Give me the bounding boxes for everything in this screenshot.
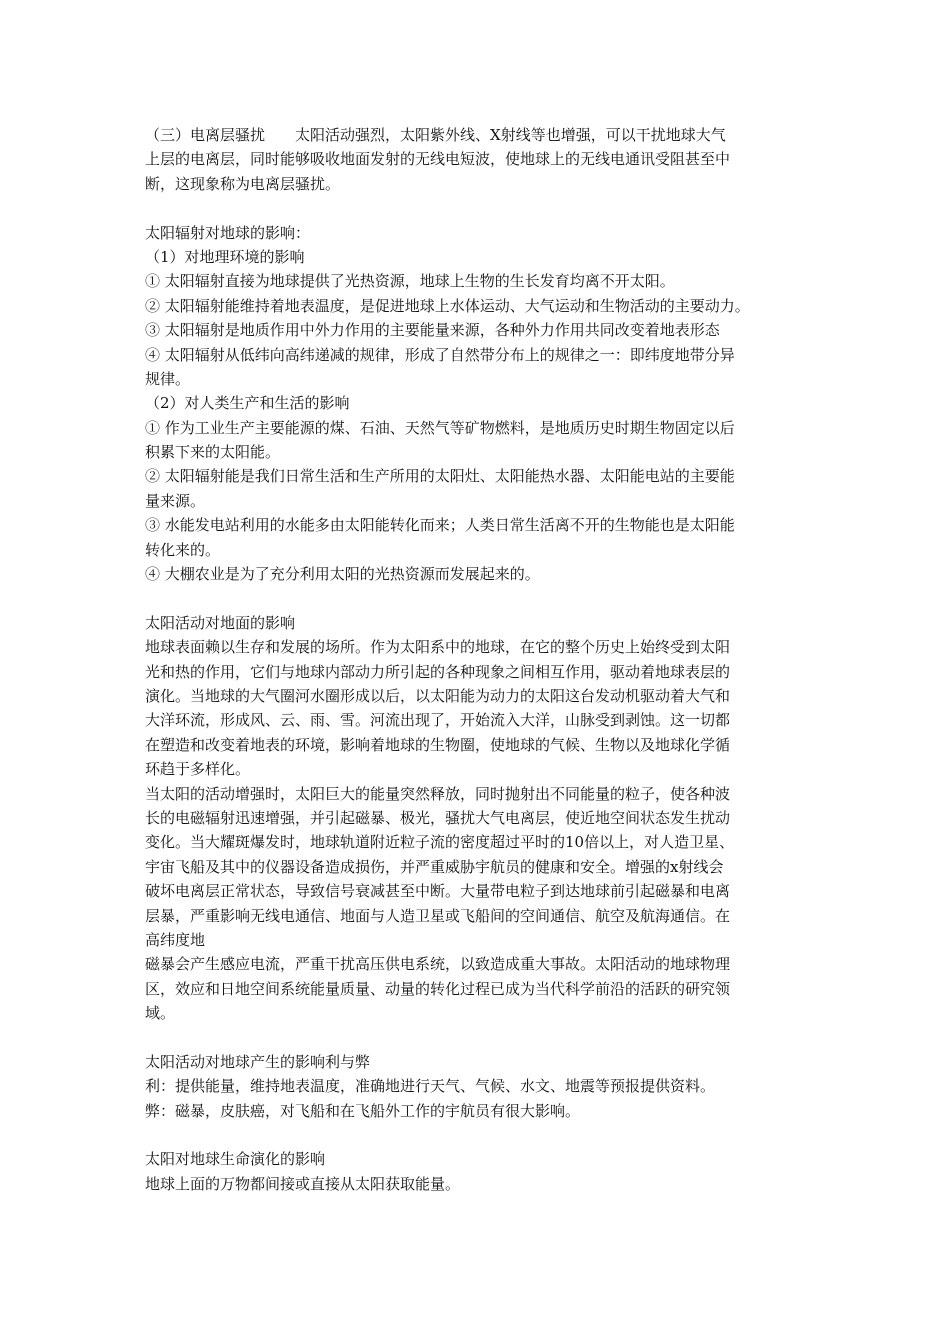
section2-item: ② 太阳辐射能维持着地表温度，是促进地球上水体运动、大气运动和生物活动的主要动力。 — [145, 296, 750, 315]
section3-line: 高纬度地 — [145, 930, 206, 949]
section4-cons: 弊：磁暴，皮肤癌，对飞船和在飞船外工作的宇航员有很大影响。 — [145, 1101, 581, 1120]
section3-line: 宇宙飞船及其中的仪器设备造成损伤，并严重威胁宇航员的健康和安全。增强的x射线会 — [145, 857, 724, 876]
section3-line: 地球表面赖以生存和发展的场所。作为太阳系中的地球，在它的整个历史上始终受到太阳 — [145, 638, 731, 657]
blank-line — [145, 1123, 815, 1147]
section3-line: 区，效应和日地空间系统能量质量、动量的转化过程已成为当代科学前沿的活跃的研究领 — [145, 979, 731, 998]
section3-line: 域。 — [145, 1004, 176, 1023]
section2-title: 太阳辐射对地球的影响： — [145, 223, 311, 242]
section3-line: 当太阳的活动增强时，太阳巨大的能量突然释放，同时抛射出不同能量的粒子，使各种波 — [145, 784, 731, 803]
section3-line: 变化。当大耀斑爆发时，地球轨道附近粒子流的密度超过平时的10倍以上，对人造卫星、 — [145, 833, 735, 852]
section3-title: 太阳活动对地面的影响 — [145, 613, 296, 632]
section2-item: ④ 大棚农业是为了充分利用太阳的光热资源而发展起来的。 — [145, 565, 540, 584]
section2-item: ① 作为工业生产主要能源的煤、石油、天然气等矿物燃料，是地质历史时期生物固定以后 — [145, 418, 735, 437]
section1-heading: （三）电离层骚扰 — [145, 126, 266, 144]
section2-item: ① 太阳辐射直接为地球提供了光热资源，地球上生物的生长发育均离不开太阳。 — [145, 272, 675, 291]
blank-line — [145, 1025, 815, 1049]
section3-line: 演化。当地球的大气圈河水圈形成以后，以太阳能为动力的太阳这台发动机驱动着大气和 — [145, 686, 731, 705]
blank-line — [145, 196, 815, 220]
section1-text: 太阳活动强烈，太阳紫外线、X射线等也增强，可以干扰地球大气 — [295, 126, 726, 144]
section5-line: 地球上面的万物都间接或直接从太阳获取能量。 — [145, 1174, 461, 1193]
section1-line-3: 断，这现象称为电离层骚扰。 — [145, 174, 341, 193]
document-page — [145, 123, 815, 1196]
blank-line — [145, 586, 815, 610]
section2-item: ④ 太阳辐射从低纬向高纬递减的规律，形成了自然带分布上的规律之一：即纬度地带分异 — [145, 345, 735, 364]
section3-line: 环趋于多样化。 — [145, 760, 251, 779]
section5-title: 太阳对地球生命演化的影响 — [145, 1150, 326, 1169]
section3-line: 层暴，严重影响无线电通信、地面与人造卫星或飞船间的空间通信、航空及航海通信。在 — [145, 906, 731, 925]
section2-subheading-1: （1）对地理环境的影响 — [145, 247, 305, 266]
section2-item: ② 太阳辐射能是我们日常生活和生产所用的太阳灶、太阳能热水器、太阳能电站的主要能 — [145, 467, 735, 486]
section3-line: 长的电磁辐射迅速增强，并引起磁暴、极光，骚扰大气电离层，使近地空间状态发生扰动 — [145, 808, 731, 827]
section3-line: 磁暴会产生感应电流，严重干扰高压供电系统，以致造成重大事故。太阳活动的地球物理 — [145, 955, 731, 974]
section2-item: 量来源。 — [145, 491, 206, 510]
section4-title: 太阳活动对地球产生的影响利与弊 — [145, 1052, 371, 1071]
section3-line: 破坏电离层正常状态，导致信号衰减甚至中断。大量带电粒子到达地球前引起磁暴和电离 — [145, 882, 731, 901]
section2-item: ③ 水能发电站利用的水能多由太阳能转化而来；人类日常生活离不开的生物能也是太阳能 — [145, 516, 735, 535]
section2-item: 转化来的。 — [145, 540, 221, 559]
section2-item: 积累下来的太阳能。 — [145, 443, 281, 462]
section2-subheading-2: （2）对人类生产和生活的影响 — [145, 394, 350, 413]
section3-line: 大洋环流，形成风、云、雨、雪。河流出现了，开始流入大洋，山脉受到剥蚀。这一切都 — [145, 711, 731, 730]
section1-line-1 — [145, 123, 815, 147]
section1-line-2: 上层的电离层，同时能够吸收地面发射的无线电短波，使地球上的无线电通讯受阻甚至中 — [145, 150, 731, 169]
section3-line: 在塑造和改变着地表的环境，影响着地球的生物圈，使地球的气候、生物以及地球化学循 — [145, 735, 731, 754]
section2-item: ③ 太阳辐射是地质作用中外力作用的主要能量来源，各种外力作用共同改变着地表形态 — [145, 321, 720, 340]
section3-line: 光和热的作用，它们与地球内部动力所引起的各种现象之间相互作用，驱动着地球表层的 — [145, 662, 731, 681]
section2-item: 规律。 — [145, 369, 191, 388]
section4-pros: 利：提供能量，维持地表温度，准确地进行天气、气候、水文、地震等预报提供资料。 — [145, 1077, 716, 1096]
